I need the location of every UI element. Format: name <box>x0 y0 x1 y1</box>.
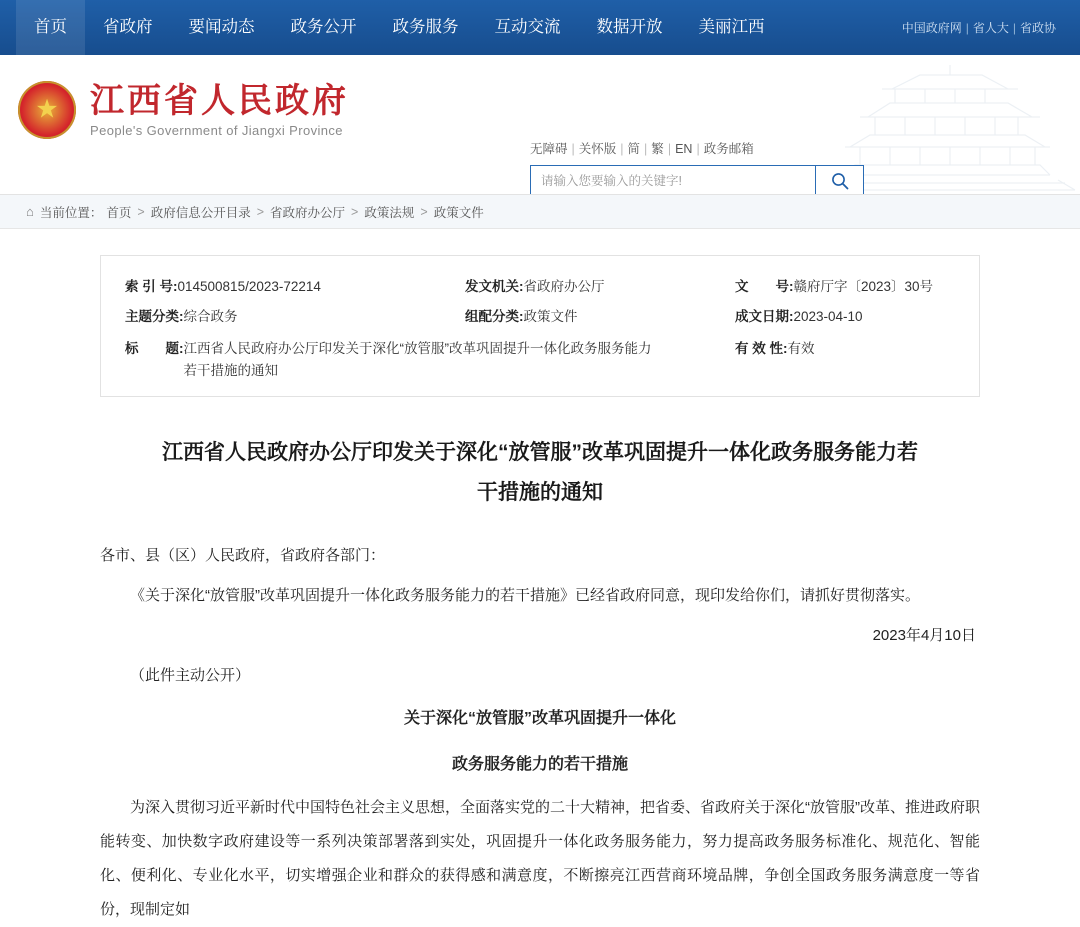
brand-text <box>90 82 349 138</box>
meta-key: 文 号: <box>735 279 794 294</box>
link-separator: | <box>1012 21 1016 35</box>
nav-item-gov-openness[interactable]: 政务公开 <box>290 18 357 36</box>
search-button[interactable] <box>815 166 863 195</box>
meta-cell-issue-date <box>735 302 955 332</box>
link-separator: | <box>696 142 700 156</box>
article-date: 2023年4月10日 <box>872 627 976 644</box>
meta-cell-document-number <box>735 272 955 302</box>
meta-value: 赣府厅字〔2023〕30号 <box>793 279 934 294</box>
top-navigation-bar <box>0 0 1080 55</box>
link-simplified-chinese[interactable]: 简 <box>627 142 641 156</box>
meta-value: 有效 <box>787 341 815 356</box>
meta-cell-topic-category <box>125 302 465 332</box>
link-separator: | <box>620 142 624 156</box>
main-menu <box>16 0 783 55</box>
meta-cell-issuing-agency <box>465 272 735 302</box>
meta-value: 014500815/2023-72214 <box>177 279 321 294</box>
content-column <box>100 229 980 927</box>
link-separator: | <box>667 142 672 156</box>
article-subtitle-line-1: 关于深化“放管服”改革巩固提升一体化 <box>403 710 676 727</box>
link-separator: | <box>965 21 969 35</box>
nav-item-beautiful-jiangxi[interactable]: 美丽江西 <box>698 18 765 36</box>
site-name-cn: 江西省人民政府 <box>90 82 349 120</box>
link-provincial-people-congress[interactable]: 省人大 <box>972 21 1009 35</box>
breadcrumb-item-home[interactable]: 首页 <box>106 205 132 220</box>
meta-key: 主题分类: <box>125 309 184 324</box>
breadcrumb-separator: > <box>351 204 359 219</box>
breadcrumb-item-info-disclosure-directory[interactable]: 政府信息公开目录 <box>150 205 251 220</box>
breadcrumb-item-general-office[interactable]: 省政府办公厅 <box>270 205 346 220</box>
meta-cell-group-category <box>465 302 735 332</box>
site-header <box>0 55 1080 195</box>
meta-cell-validity <box>735 338 955 360</box>
article-paragraph-1: 《关于深化“放管服”改革巩固提升一体化政务服务能力的若干措施》已经省政府同意，现印发给你们，请抓好贯彻落实。 <box>130 587 920 604</box>
article-body <box>100 539 980 927</box>
search-input[interactable] <box>531 166 815 195</box>
search-icon <box>830 171 850 191</box>
link-english[interactable]: EN <box>675 142 693 156</box>
top-external-links <box>902 19 1056 36</box>
accessibility-links <box>530 139 754 157</box>
breadcrumb-separator: > <box>420 204 428 219</box>
nav-item-provincial-government[interactable]: 省政府 <box>103 18 153 36</box>
breadcrumb <box>0 195 1080 229</box>
meta-value: 2023-04-10 <box>793 309 863 324</box>
nav-item-interaction[interactable]: 互动交流 <box>494 18 561 36</box>
nav-item-gov-services[interactable]: 政务服务 <box>392 18 459 36</box>
link-traditional-chinese[interactable]: 繁 <box>651 142 664 156</box>
article-subtitle-line-2: 政务服务能力的若干措施 <box>451 756 628 773</box>
breadcrumb-separator: > <box>137 204 145 219</box>
national-emblem-icon <box>18 81 76 139</box>
link-provincial-cppcc[interactable]: 省政协 <box>1019 21 1056 35</box>
document-meta-table <box>100 255 980 397</box>
site-name-en: People's Government of Jiangxi Province <box>90 123 343 139</box>
site-brand[interactable] <box>18 81 349 139</box>
nav-item-open-data[interactable]: 数据开放 <box>596 18 663 36</box>
article-paragraph-2: 为深入贯彻习近平新时代中国特色社会主义思想，全面落实党的二十大精神，把省委、省政府关于深化“放管服”改革、推进政府职能转变、加快数字政府建设等一系列决策部署落到实处，巩固提升一体化政务服务能力，努力提高政务服务标准化、规范化、智能化、便利化、专业化水平，切实增强企业和群众的获得感和满意度，不断擦亮江西营商环境品牌，争创全国政务服务满意度一等省份，现制定如 <box>100 799 980 918</box>
meta-key: 有 效 性: <box>735 341 788 356</box>
page-container <box>0 229 1080 927</box>
table-row <box>125 332 955 382</box>
meta-key: 标 题: <box>125 341 184 356</box>
meta-cell-index-number <box>125 272 465 302</box>
breadcrumb-label: 当前位置： <box>39 205 103 220</box>
meta-key: 成文日期: <box>735 309 794 324</box>
breadcrumb-item-policy-documents[interactable]: 政策文件 <box>433 205 484 220</box>
meta-value: 省政府办公厅 <box>523 279 605 294</box>
search-box <box>530 165 864 195</box>
article-disclosure-note: （此件主动公开） <box>130 667 251 684</box>
table-row <box>125 272 955 302</box>
link-separator: | <box>571 142 575 156</box>
link-gov-mailbox[interactable]: 政务邮箱 <box>703 142 754 156</box>
link-separator: | <box>644 142 648 156</box>
meta-value: 江西省人民政府办公厅印发关于深化“放管服”改革巩固提升一体化政务服务能力若干措施的通知 <box>183 341 652 378</box>
article-salutation: 各市、县（区）人民政府，省政府各部门： <box>100 547 386 564</box>
home-icon: ⌂ <box>26 204 34 219</box>
table-row <box>125 302 955 332</box>
meta-value: 综合政务 <box>183 309 238 324</box>
meta-key: 索 引 号: <box>125 279 178 294</box>
link-care-version[interactable]: 关怀版 <box>578 142 617 156</box>
breadcrumb-item-policies-regulations[interactable]: 政策法规 <box>364 205 415 220</box>
link-china-gov[interactable]: 中国政府网 <box>901 21 962 35</box>
link-barrier-free[interactable]: 无障碍 <box>530 142 568 156</box>
meta-value: 政策文件 <box>523 309 578 324</box>
meta-key: 发文机关: <box>465 279 524 294</box>
nav-item-home[interactable]: 首页 <box>16 0 85 55</box>
meta-key: 组配分类: <box>465 309 524 324</box>
meta-cell-document-title <box>125 338 735 382</box>
breadcrumb-separator: > <box>256 204 265 219</box>
nav-item-news[interactable]: 要闻动态 <box>188 18 255 36</box>
page-title: 江西省人民政府办公厅印发关于深化“放管服”改革巩固提升一体化政务服务能力若干措施的通知 <box>162 441 918 504</box>
